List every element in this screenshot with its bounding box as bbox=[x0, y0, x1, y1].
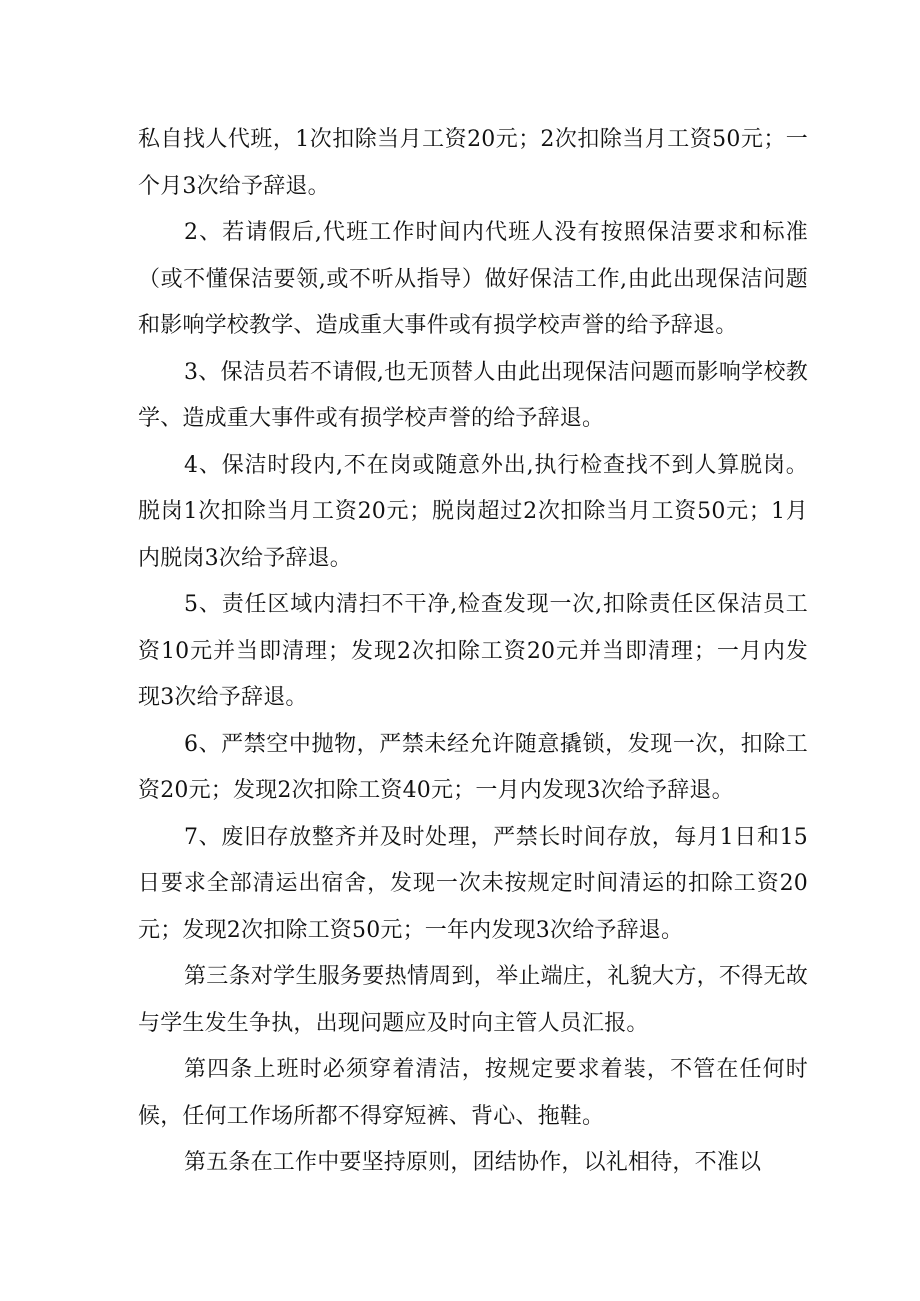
paragraph: 第四条上班时必须穿着清洁，按规定要求着装，不管在任何时候，任何工作场所都不得穿短裤、背心、拖鞋。 bbox=[138, 1057, 808, 1129]
paragraph: 第五条在工作中要坚持原则，团结协作，以礼相待，不准以 bbox=[184, 1150, 762, 1175]
paragraph: 私自找人代班，1次扣除当月工资20元；2次扣除当月工资50元；一个月3次给予辞退。 bbox=[138, 127, 808, 199]
document-body bbox=[138, 117, 808, 1187]
paragraph: 第三条对学生服务要热情周到，举止端庄，礼貌大方，不得无故与学生发生争执，出现问题应及时向主管人员汇报。 bbox=[138, 964, 808, 1036]
paragraph: 5、责任区域内清扫不干净,检查发现一次,扣除责任区保洁员工资10元并当即清理；发现2次扣除工资20元并当即清理；一月内发现3次给予辞退。 bbox=[138, 592, 808, 710]
paragraph: 2、若请假后,代班工作时间内代班人没有按照保洁要求和标准（或不懂保洁要领,或不听从指导）做好保洁工作,由此出现保洁问题和影响学校教学、造成重大事件或有损学校声誉的给予辞退。 bbox=[138, 220, 808, 338]
paragraph: 6、严禁空中抛物，严禁未经允许随意撬锁，发现一次，扣除工资20元；发现2次扣除工资40元；一月内发现3次给予辞退。 bbox=[138, 731, 808, 803]
paragraph: 4、保洁时段内,不在岗或随意外出,执行检查找不到人算脱岗。脱岗1次扣除当月工资20元；脱岗超过2次扣除当月工资50元；1月内脱岗3次给予辞退。 bbox=[138, 452, 808, 571]
paragraph: 7、废旧存放整齐并及时处理，严禁长时间存放，每月1日和15日要求全部清运出宿舍，发现一次未按规定时间清运的扣除工资20元；发现2次扣除工资50元；一年内发现3次给予辞退。 bbox=[138, 824, 808, 943]
paragraph: 3、保洁员若不请假,也无顶替人由此出现保洁问题而影响学校教学、造成重大事件或有损学校声誉的给予辞退。 bbox=[138, 359, 808, 431]
